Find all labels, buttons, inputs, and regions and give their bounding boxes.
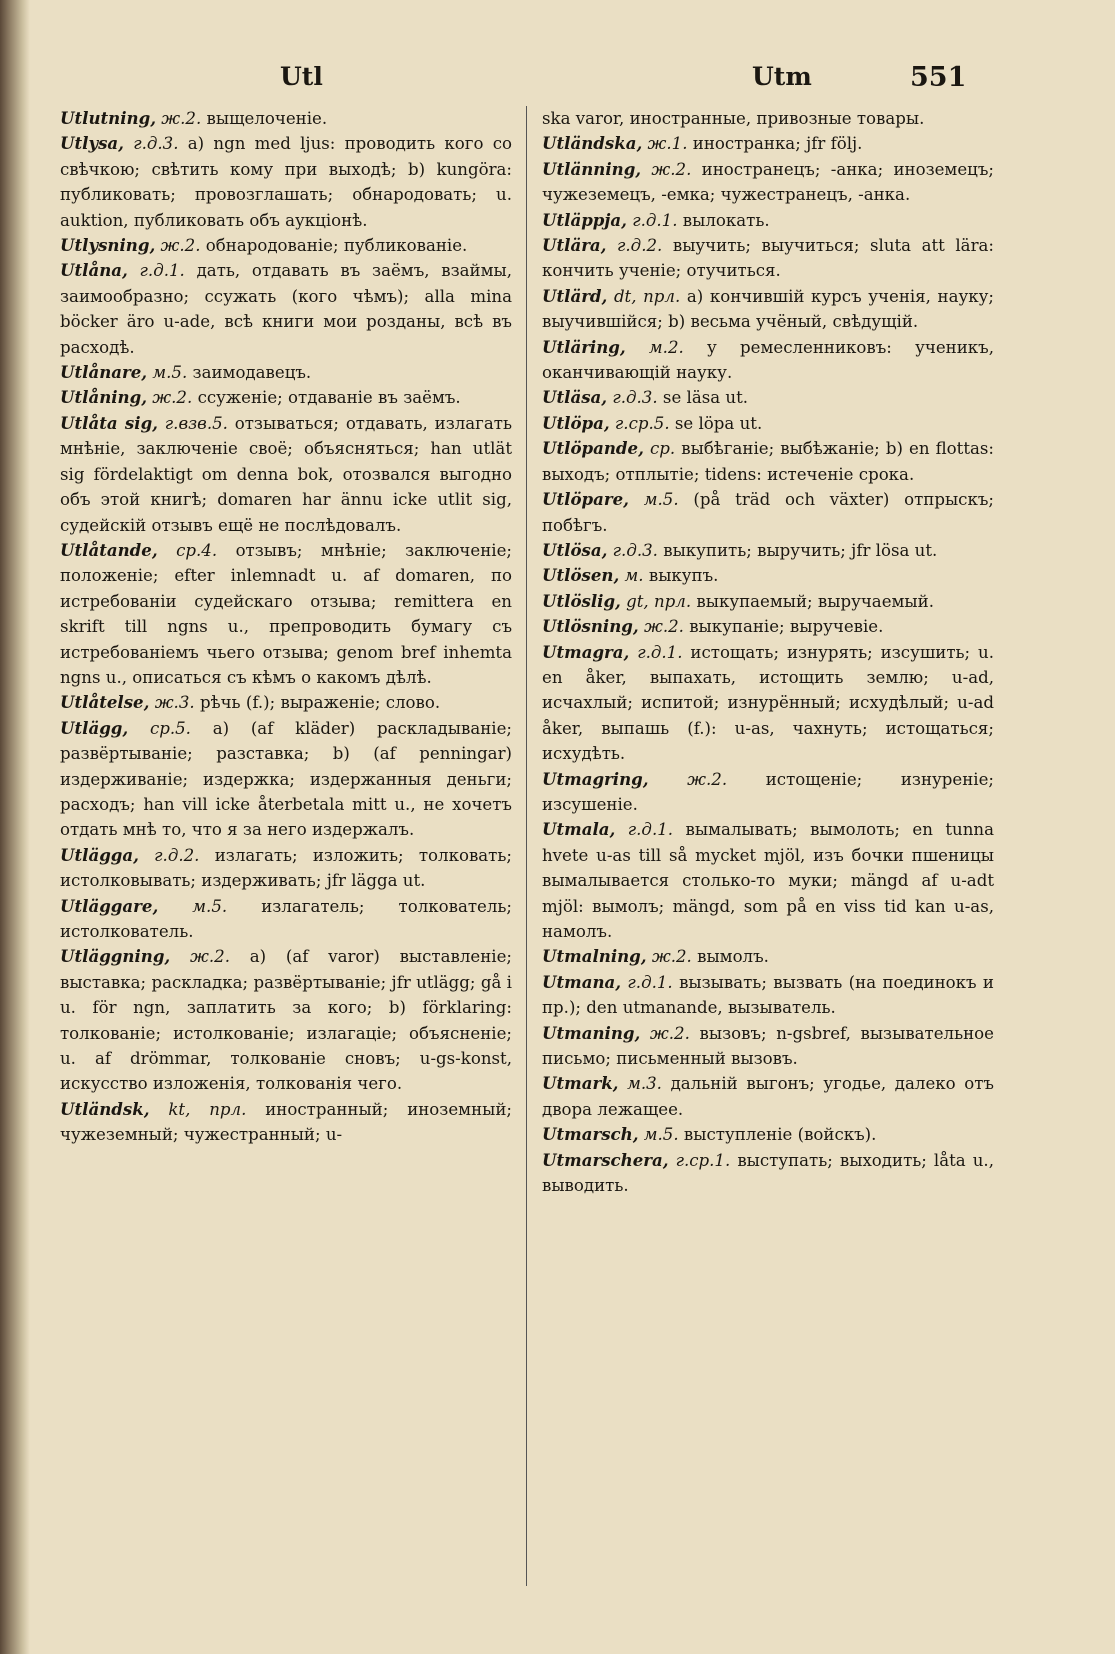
dictionary-entry bbox=[542, 335, 994, 386]
dictionary-entry bbox=[542, 106, 994, 131]
entry-definition: a) (af varor) выставленіе; выставка; раскладка; развёртываніе; jfr utlägg; gå i u. för ngn, заплатить за кого; b) förklaring: толкованіе; истолкованіе; излагаціе; объясненіе; u. af drömmar, толкованіе сновъ; u-gs-konst, искусство изложенія, толкованія чего. bbox=[60, 947, 512, 1094]
entry-grammar: ж.2. bbox=[687, 769, 728, 789]
entry-headword: Utmaning, bbox=[542, 1022, 641, 1043]
entry-headword: Utlärd, bbox=[542, 285, 608, 306]
entry-grammar: м. bbox=[624, 566, 644, 586]
entry-headword: Utmark, bbox=[542, 1073, 619, 1094]
entry-headword: Utlåtande, bbox=[60, 539, 158, 560]
dictionary-entry bbox=[60, 233, 512, 258]
entry-grammar: ср. bbox=[649, 439, 676, 459]
dictionary-entry bbox=[542, 1122, 994, 1147]
entry-headword: Utläggare, bbox=[60, 895, 159, 916]
dictionary-entry bbox=[542, 157, 994, 208]
entry-definition: иностранный; иноземный; чужеземный; чужестранный; u- bbox=[60, 1099, 512, 1145]
entry-definition: a) кончившій курсъ ученія, науку; выучившійся; b) весьма учёный, свѣдущій. bbox=[542, 286, 994, 332]
entry-definition: вызывать; вызвать (на поединокъ и пр.); den utmanande, вызыватель. bbox=[542, 972, 994, 1018]
entry-grammar: ж.2. bbox=[160, 236, 201, 256]
entry-grammar: г.взв.5. bbox=[164, 413, 228, 433]
header-right-guideword: Utm bbox=[752, 62, 812, 91]
entry-grammar: м.5. bbox=[152, 363, 188, 383]
dictionary-entry bbox=[542, 487, 994, 538]
dictionary-entry bbox=[60, 106, 512, 131]
entry-grammar: г.д.1. bbox=[627, 972, 673, 992]
entry-headword: Utlöpare, bbox=[542, 489, 629, 510]
dictionary-entry bbox=[542, 970, 994, 1021]
dictionary-entry bbox=[542, 589, 994, 614]
entry-definition: вымалывать; вымолоть; en tunna hvete u-as till så mycket mjöl, изъ бочки пшеницы вымалывается столько-то муки; mängd af u-adt mjöl: вымолъ; mängd, som på en viss tid kan u-as, намолъ. bbox=[542, 820, 995, 941]
entry-definition: иностранецъ; -анка; иноземецъ; чужеземецъ, -емка; чужестранецъ, -анка. bbox=[542, 159, 994, 205]
entry-headword: Utmarschera, bbox=[542, 1149, 669, 1170]
entry-grammar: ж.2. bbox=[651, 947, 692, 967]
entry-headword: Utläring, bbox=[542, 336, 626, 357]
dictionary-entry bbox=[60, 716, 512, 843]
book-binding-edge bbox=[0, 0, 30, 1654]
entry-grammar: м.3. bbox=[627, 1074, 662, 1094]
dictionary-entry bbox=[542, 233, 994, 284]
left-column bbox=[60, 106, 512, 1148]
entry-headword: Utlösen, bbox=[542, 565, 620, 586]
entry-headword: Utlöpa, bbox=[542, 412, 610, 433]
entry-definition: рѣчь (f.); выраженіе; слово. bbox=[199, 693, 441, 713]
dictionary-entry bbox=[60, 360, 512, 385]
entry-grammar: kt, прл. bbox=[168, 1099, 247, 1119]
entry-definition: дать, отдавать въ заёмъ, взаймы, заимообразно; ссужать (кого чѣмъ); alla mina böcker äro u-ade, всѣ книги мои розданы, всѣ въ расходѣ. bbox=[60, 261, 513, 357]
dictionary-entry bbox=[60, 131, 512, 233]
dictionary-entry bbox=[60, 1097, 512, 1148]
entry-headword: Utlysa, bbox=[60, 133, 124, 154]
entry-headword: Utlösning, bbox=[542, 616, 639, 637]
entry-definition: заимодавецъ. bbox=[192, 363, 312, 383]
entry-headword: Utlutning, bbox=[60, 108, 156, 128]
entry-grammar: ж.2. bbox=[643, 617, 684, 637]
entry-definition: se löpa ut. bbox=[674, 413, 763, 433]
entry-grammar: ж.2. bbox=[190, 947, 230, 967]
entry-definition: выучить; выучиться; sluta att lära: кончить ученіе; отучиться. bbox=[542, 236, 994, 281]
entry-headword: Utlänning, bbox=[542, 158, 642, 179]
entry-grammar: г.ср.5. bbox=[614, 413, 670, 433]
entry-grammar: ср.4. bbox=[176, 540, 218, 560]
dictionary-entry bbox=[542, 1071, 994, 1122]
dictionary-entry bbox=[542, 944, 994, 969]
dictionary-entry bbox=[542, 817, 994, 944]
entry-headword: Utmarsch, bbox=[542, 1124, 639, 1145]
entry-definition: обнародованіе; публикованіе. bbox=[205, 236, 468, 256]
entry-headword: Utlöslig, bbox=[542, 590, 621, 611]
entry-grammar: г.д.3. bbox=[612, 540, 658, 560]
entry-definition: выкупаніе; выручевіе. bbox=[689, 617, 884, 637]
dictionary-entry bbox=[542, 538, 994, 563]
dictionary-entry bbox=[542, 436, 994, 487]
dictionary-entry bbox=[542, 131, 994, 156]
entry-grammar: г.д.3. bbox=[612, 388, 658, 408]
dictionary-entry bbox=[542, 614, 994, 639]
dictionary-entry bbox=[60, 843, 512, 894]
entry-headword: Utlåta sig, bbox=[60, 412, 158, 433]
dictionary-entry bbox=[60, 385, 512, 410]
page-number: 551 bbox=[910, 62, 967, 93]
right-column bbox=[542, 106, 994, 1198]
entry-grammar: г.д.2. bbox=[154, 845, 200, 865]
entry-headword: Utlåtelse, bbox=[60, 692, 150, 713]
dictionary-entry bbox=[542, 385, 994, 410]
entry-grammar: ж.2. bbox=[152, 388, 193, 408]
entry-grammar: dt, прл. bbox=[613, 286, 681, 306]
entry-definition: a) ngn med ljus: проводить кого со свѣчкою; свѣтить кому при выходѣ; b) kungöra: публиковать; провозглашать; обнародовать; u. auktion, публиковать объ аукціонѣ. bbox=[60, 134, 512, 230]
entry-headword: Utlöpande, bbox=[542, 438, 644, 459]
entry-headword: Utläggning, bbox=[60, 946, 171, 967]
entry-definition: выкупъ. bbox=[648, 566, 719, 586]
entry-grammar: г.д.1. bbox=[632, 210, 678, 230]
entry-grammar: ж.2. bbox=[651, 159, 692, 179]
entry-grammar: м.2. bbox=[648, 337, 684, 357]
entry-grammar: ж.2. bbox=[649, 1023, 690, 1043]
entry-definition: вымолъ. bbox=[697, 947, 769, 967]
dictionary-entry bbox=[542, 767, 994, 818]
entry-headword: Utlägga, bbox=[60, 844, 139, 865]
entry-definition: выступать; выходить; låta u., выводить. bbox=[542, 1150, 994, 1196]
entry-grammar: м.5. bbox=[643, 490, 679, 510]
entry-grammar: г.д.1. bbox=[139, 261, 185, 281]
entry-definition: дальній выгонъ; угодье, далеко отъ двора лежащее. bbox=[542, 1074, 994, 1119]
entry-definition: истощеніе; изнуреніе; изсушеніе. bbox=[542, 769, 995, 814]
dictionary-entry bbox=[542, 284, 994, 335]
dictionary-entry bbox=[60, 690, 512, 715]
entry-headword: Utlåna, bbox=[60, 260, 128, 281]
entry-headword: Utmagra, bbox=[542, 641, 630, 662]
entry-definition: выступленіе (войскъ). bbox=[683, 1125, 877, 1145]
entry-headword: Utmalning, bbox=[542, 946, 647, 967]
entry-headword: Utläppja, bbox=[542, 209, 627, 230]
column-divider bbox=[526, 106, 527, 1586]
page-header bbox=[60, 62, 1080, 102]
dictionary-entry bbox=[542, 563, 994, 588]
entry-grammar: м.5. bbox=[643, 1125, 679, 1145]
entry-definition: излагать; изложить; толковать; истолковывать; издерживать; jfr lägga ut. bbox=[60, 845, 512, 891]
dictionary-entry bbox=[542, 1021, 994, 1072]
dictionary-entry bbox=[60, 258, 512, 360]
entry-headword: Utlära, bbox=[542, 235, 607, 256]
entry-grammar: ж.1. bbox=[647, 134, 688, 154]
header-left-guideword: Utl bbox=[280, 62, 323, 91]
entry-grammar: ж.2. bbox=[161, 109, 202, 128]
entry-grammar: ж.3. bbox=[154, 693, 195, 713]
dictionary-page bbox=[60, 50, 1080, 1630]
entry-definition: выщелоченіе. bbox=[206, 109, 328, 128]
entry-headword: Utläsa, bbox=[542, 387, 608, 408]
entry-definition: вызовъ; n-gsbref, вызывательное письмо; письменный вызовъ. bbox=[542, 1023, 994, 1069]
entry-grammar: г.д.3. bbox=[133, 134, 179, 154]
dictionary-entry bbox=[542, 640, 994, 767]
entry-definition: выбѣганіе; выбѣжаніе; b) en flottas: выходъ; отплытіе; tidens: истеченіе срока. bbox=[542, 439, 994, 484]
dictionary-entry bbox=[60, 944, 512, 1096]
entry-grammar: м.5. bbox=[192, 896, 228, 916]
entry-grammar: г.д.2. bbox=[617, 236, 663, 256]
entry-headword: Utlysning, bbox=[60, 235, 156, 256]
entry-definition: выкупить; выручить; jfr lösa ut. bbox=[663, 540, 938, 560]
dictionary-entry bbox=[542, 208, 994, 233]
entry-grammar: ср.5. bbox=[149, 718, 191, 738]
entry-grammar: г.д.1. bbox=[637, 642, 683, 662]
dictionary-entry bbox=[60, 894, 512, 945]
entry-definition: ska varor, иностранные, привозные товары. bbox=[542, 109, 925, 128]
entry-definition: a) (af kläder) раскладываніе; развёртываніе; разставка; b) (af penningar) издерживаніе; издержка; издержанныя деньги; расходъ; han vill icke återbetala mitt u., не хочетъ отдать мнѣ то, что я за него издержалъ. bbox=[60, 718, 512, 840]
entry-headword: Utmala, bbox=[542, 819, 616, 840]
dictionary-entry bbox=[60, 538, 512, 690]
entry-grammar: gt, прл. bbox=[626, 591, 692, 611]
entry-headword: Utlösa, bbox=[542, 539, 608, 560]
entry-definition: излагатель; толкователь; истолкователь. bbox=[60, 896, 513, 941]
entry-headword: Utlåning, bbox=[60, 387, 148, 408]
entry-definition: отзывъ; мнѣніе; заключеніе; положеніе; efter inlemnadt u. af domaren, по истребованіи судейскаго отзыва; remittera en skrift till ngns u., препроводить бумагу съ истребованіемъ чьего отзыва; genom bref inhemta ngns u., описаться съ кѣмъ о какомъ дѣлѣ. bbox=[60, 540, 512, 687]
entry-headword: Utmagring, bbox=[542, 768, 649, 789]
entry-headword: Utmana, bbox=[542, 971, 622, 992]
entry-headword: Utlägg, bbox=[60, 717, 129, 738]
entry-definition: вылокать. bbox=[682, 210, 770, 230]
entry-definition: (på träd och växter) отпрыскъ; побѣгъ. bbox=[542, 490, 994, 535]
entry-definition: истощать; изнурять; изсушить; u. en åker, выпахать, истощить землю; u-ad, исчахлый; испитой; изнурённый; исхудѣлый; u-ad åker, выпашь (f.): u-as, чахнуть; истощаться; исхудѣть. bbox=[542, 642, 994, 764]
entry-headword: Utlånare, bbox=[60, 362, 148, 383]
entry-definition: выкупаемый; выручаемый. bbox=[696, 591, 934, 611]
entry-definition: у ремесленниковъ: ученикъ, оканчивающій науку. bbox=[542, 337, 994, 383]
entry-grammar: г.д.1. bbox=[627, 820, 674, 840]
entry-headword: Utländsk, bbox=[60, 1098, 150, 1119]
entry-definition: se läsa ut. bbox=[662, 388, 749, 408]
entry-definition: отзываться; отдавать, излагать мнѣніе, заключеніе своё; объясняться; han utlät sig fördelaktigt om denna bok, отозвался выгодно объ этой книгѣ; domaren har ännu icke utlit sig, судейскій отзывъ ещё не послѣдовалъ. bbox=[60, 413, 512, 535]
dictionary-entry bbox=[60, 411, 512, 538]
entry-definition: ссуженіе; отдаваніе въ заёмъ. bbox=[197, 388, 461, 408]
entry-grammar: г.ср.1. bbox=[675, 1150, 731, 1170]
entry-definition: иностранка; jfr följ. bbox=[692, 134, 863, 154]
entry-headword: Utländska, bbox=[542, 133, 643, 154]
dictionary-entry bbox=[542, 411, 994, 436]
dictionary-entry bbox=[542, 1148, 994, 1199]
